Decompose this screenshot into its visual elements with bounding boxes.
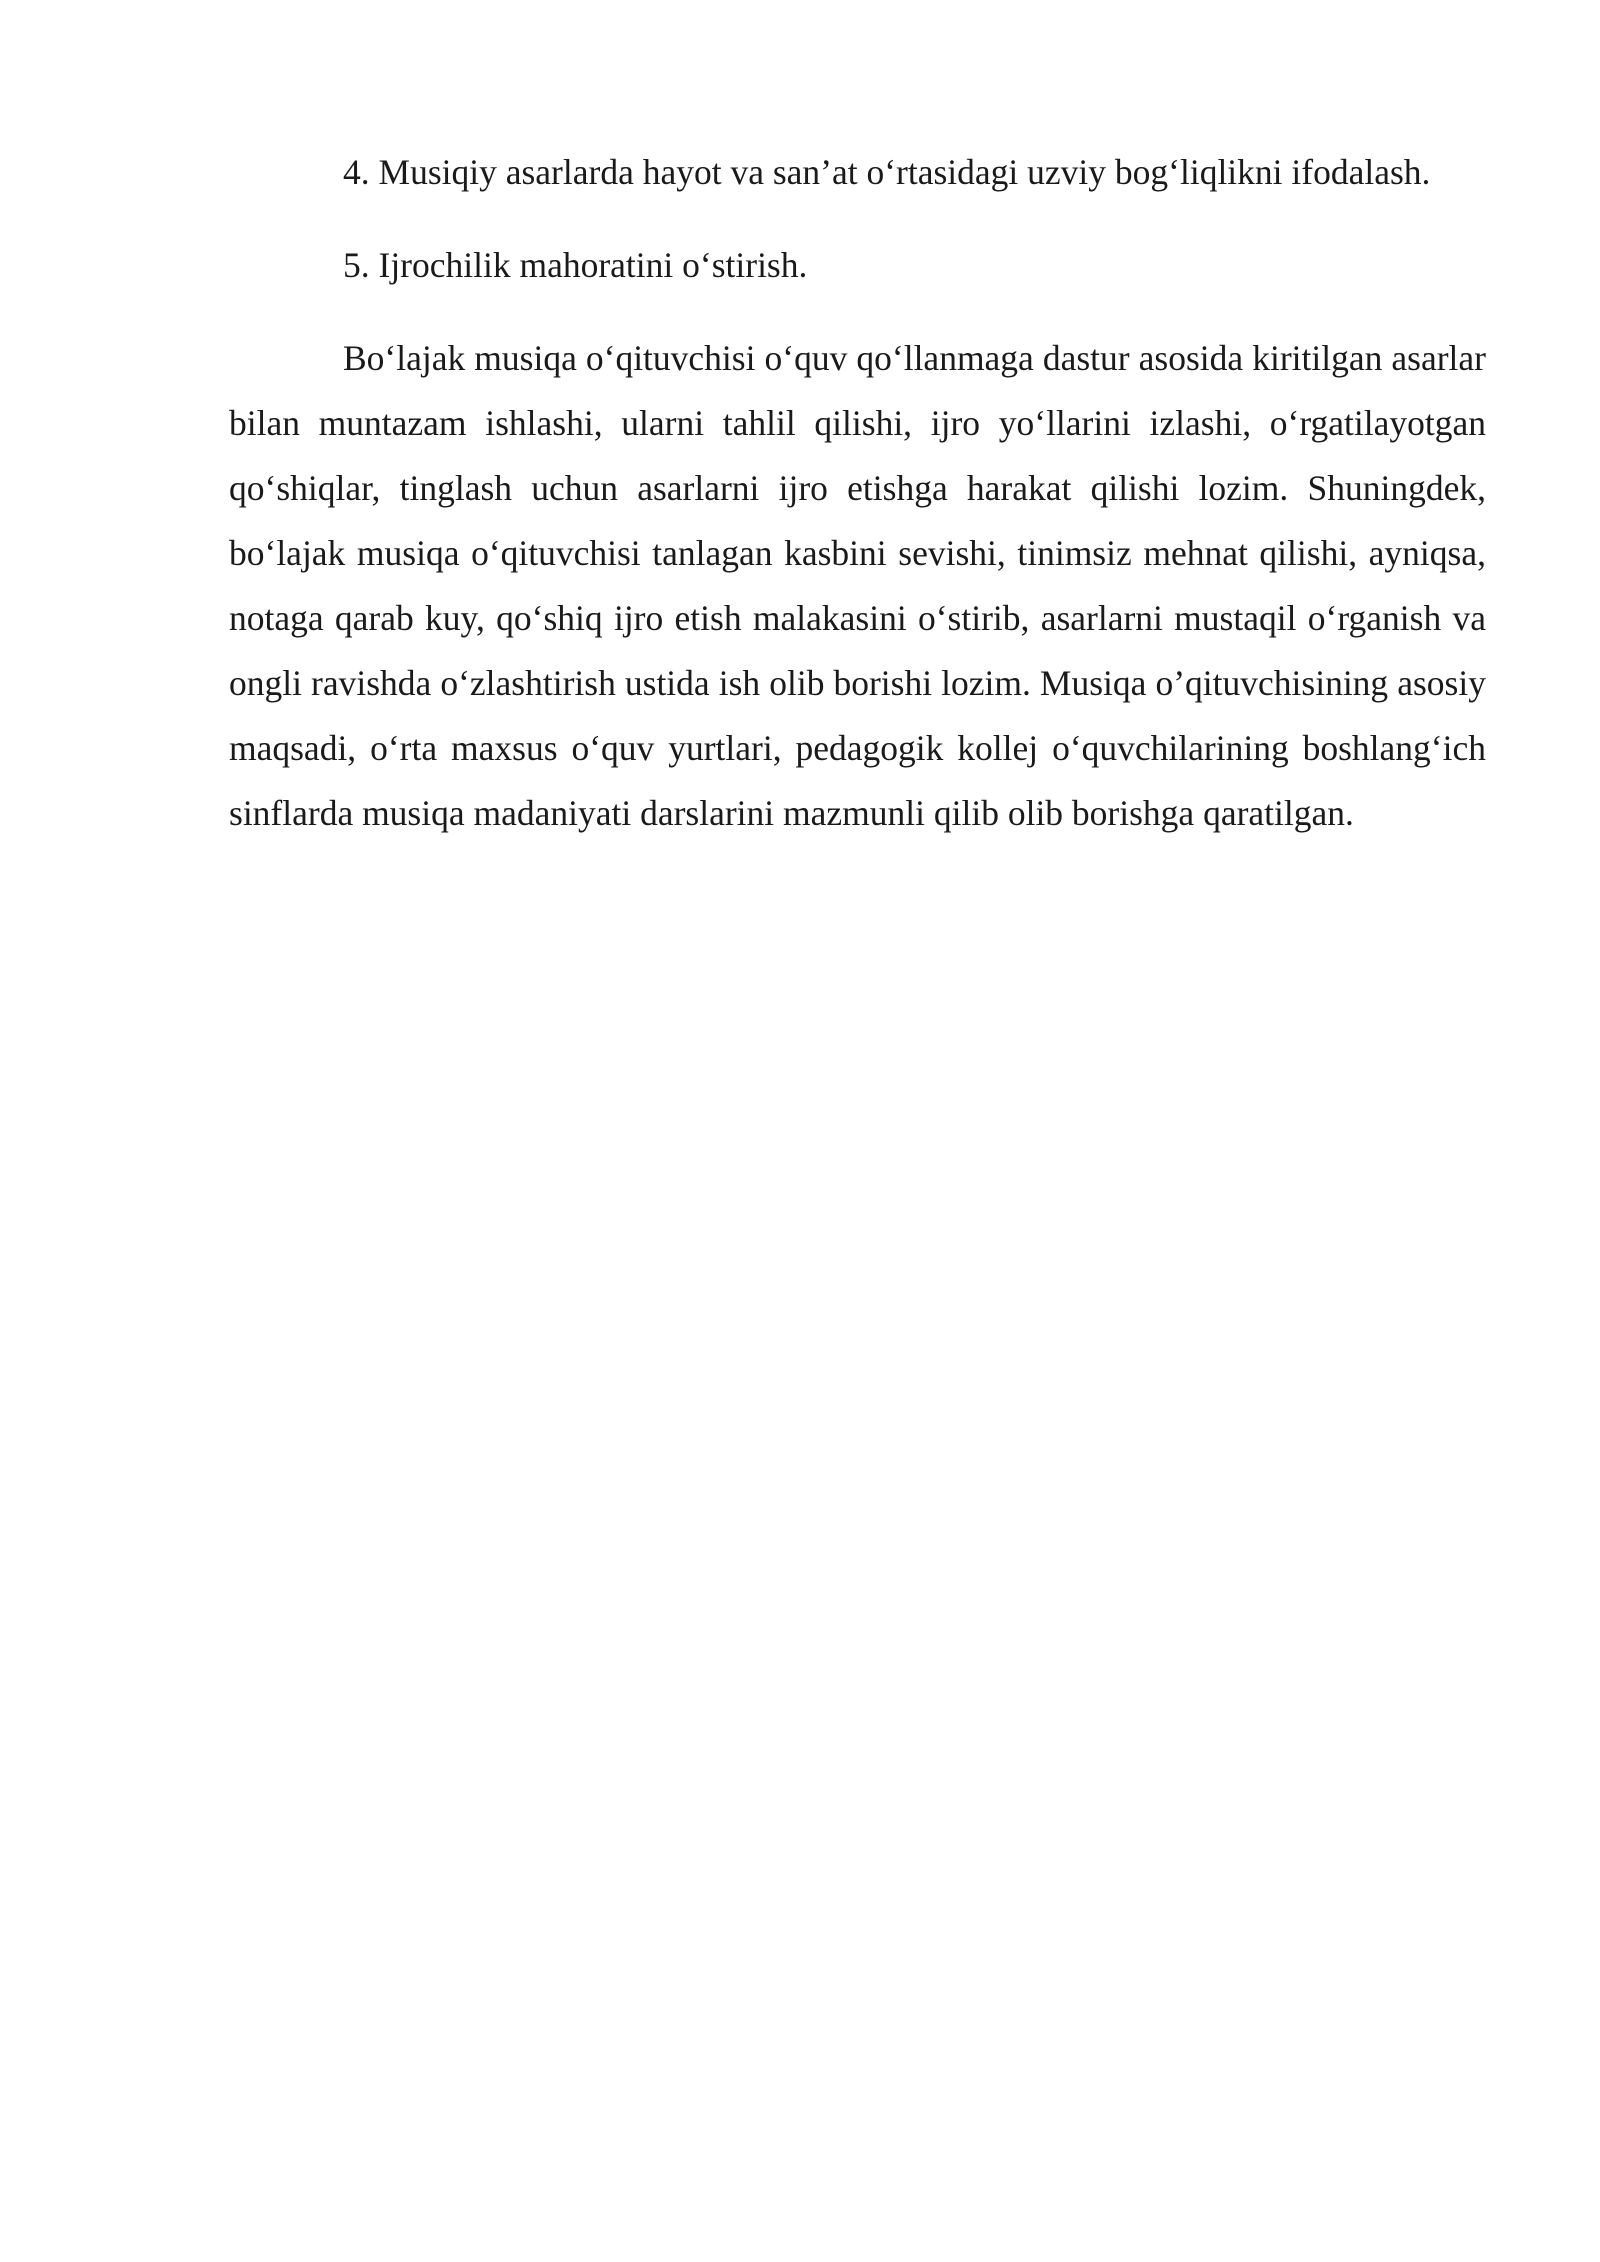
body-paragraph: Bo‘lajak musiqa o‘qituvchisi o‘quv qo‘llanmaga dastur asosida kiritilgan asarlar bilan muntazam ishlashi, ularni tahlil qilishi, ijro yo‘llarini izlashi, o‘rgatilayotgan qo‘shiqlar, tinglash uchun asarlarni ijro etishga harakat qilishi lozim. Shuningdek, bo‘lajak musiqa o‘qituvchisi tanlagan kasbini sevishi, tinimsiz mehnat qilishi, ayniqsa, notaga qarab kuy, qo‘shiq ijro etish malakasini o‘stirib, asarlarni mustaqil o‘rganish va ongli ravishda o‘zlashtirish ustida ish olib borishi lozim. Musiqa o’qituvchisining asosiy maqsadi, o‘rta maxsus o‘quv yurtlari, pedagogik kollej o‘quvchilarining boshlang‘ich sinflarda musiqa madaniyati darslarini mazmunli qilib olib borishga qaratilgan. [229,338,1486,833]
list-item: 5. Ijrochilik mahoratini o‘stirish. [343,245,808,285]
page-content [229,140,1486,874]
list-item: 4. Musiqiy asarlarda hayot va san’at o‘rtasidagi uzviy bog‘liqlikni ifodalash. [343,152,1431,192]
